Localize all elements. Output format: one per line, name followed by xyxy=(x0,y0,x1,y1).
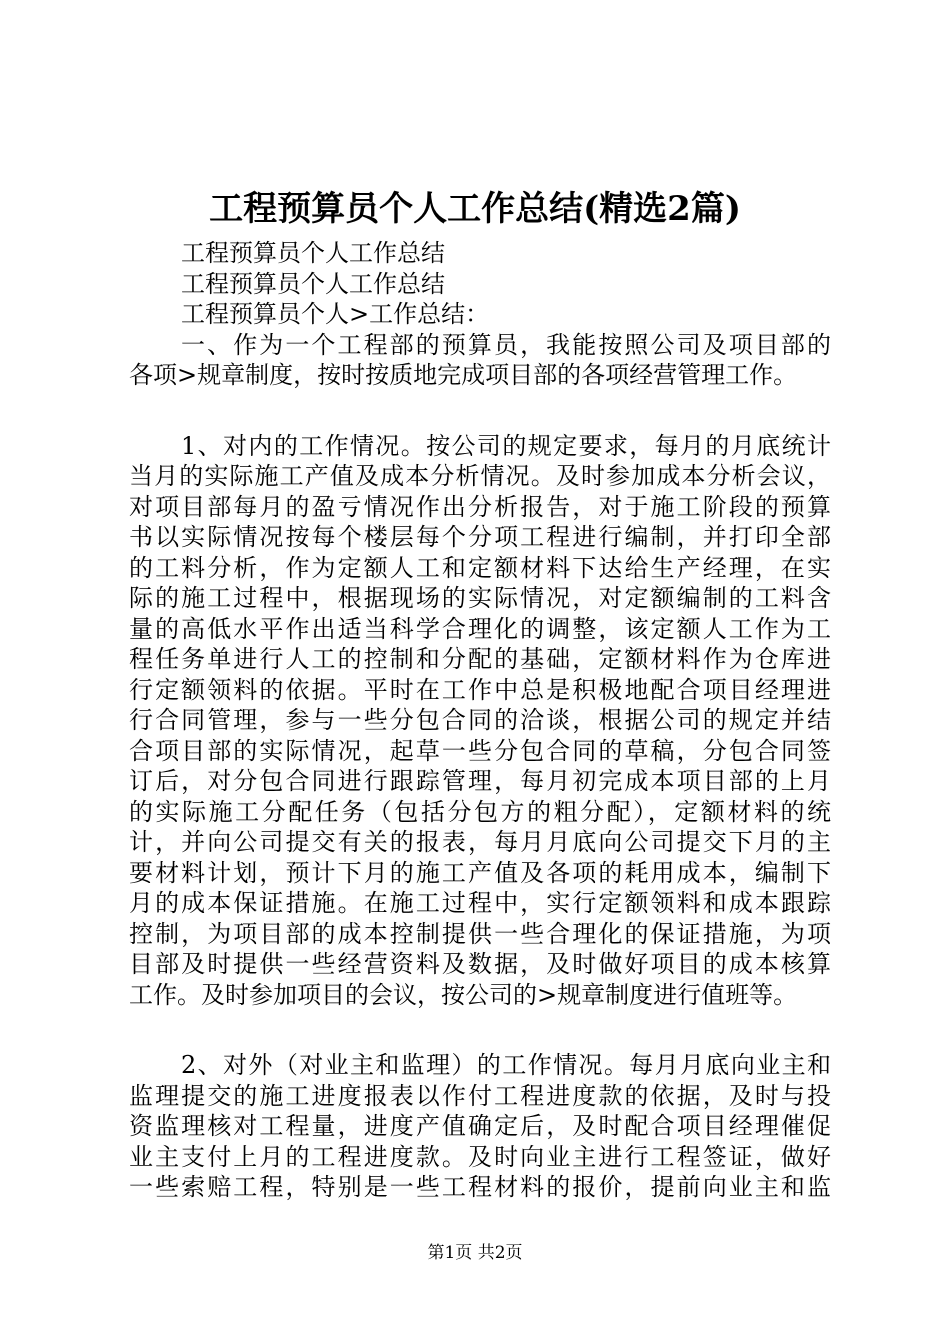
paragraph-line: 月的成本保证措施。在施工过程中，实行定额领料和成本跟踪 xyxy=(129,889,831,917)
paragraph-line: 对项目部每月的盈亏情况作出分析报告，对于施工阶段的预算 xyxy=(129,492,831,521)
heading-line: 工程预算员个人工作总结 xyxy=(181,239,445,267)
paragraph-line: 程任务单进行人工的控制和分配的基础，定额材料作为仓库进 xyxy=(129,645,831,673)
paragraph-line: 行合同管理，参与一些分包合同的洽谈，根据公司的规定并结 xyxy=(129,706,831,734)
paragraph-line: 一些索赔工程，特别是一些工程材料的报价，提前向业主和监 xyxy=(129,1173,831,1201)
page-title: 工程预算员个人工作总结(精选2篇) xyxy=(209,189,741,229)
paragraph-line: 量的高低水平作出适当科学合理化的调整，该定额人工作为工 xyxy=(129,614,831,643)
paragraph-line: 计，并向公司提交有关的报表，每月月底向公司提交下月的主 xyxy=(129,828,831,856)
paragraph-line: 书以实际情况按每个楼层每个分项工程进行编制，并打印全部 xyxy=(129,523,831,551)
paragraph-line: 工作。及时参加项目的会议，按公司的>规章制度进行值班等。 xyxy=(129,980,798,1009)
paragraph-line: 目部及时提供一些经营资料及数据，及时做好项目的成本核算 xyxy=(129,950,831,978)
section-one-line: 各项>规章制度，按时按质地完成项目部的各项经营管理工作。 xyxy=(129,361,798,389)
document-body xyxy=(129,238,831,1203)
paragraph-line: 际的施工过程中，根据现场的实际情况，对定额编制的工料含 xyxy=(129,584,831,612)
paragraph-line: 要材料计划，预计下月的施工产值及各项的耗用成本，编制下 xyxy=(129,858,831,887)
paragraph-line: 订后，对分包合同进行跟踪管理，每月初完成本项目部的上月 xyxy=(129,767,831,795)
heading-line: 工程预算员个人>工作总结： xyxy=(181,300,490,328)
paragraph-line: 2、对外（对业主和监理）的工作情况。每月月底向业主和 xyxy=(181,1051,831,1079)
paragraph-line: 1、对内的工作情况。按公司的规定要求，每月的月底统计 xyxy=(181,431,831,460)
page-number-footer: 第1页 共2页 xyxy=(427,1243,523,1263)
paragraph-line: 的实际施工分配任务（包括分包方的粗分配），定额材料的统 xyxy=(129,797,831,826)
paragraph-line: 当月的实际施工产值及成本分析情况。及时参加成本分析会议， xyxy=(129,462,831,490)
heading-line: 工程预算员个人工作总结 xyxy=(181,269,445,298)
paragraph-gap xyxy=(129,1010,831,1050)
paragraph-line: 控制，为项目部的成本控制提供一些合理化的保证措施，为项 xyxy=(129,919,831,948)
section-one-line: 一、作为一个工程部的预算员，我能按照公司及项目部的 xyxy=(181,330,831,359)
paragraph-line: 业主支付上月的工程进度款。及时向业主进行工程签证，做好 xyxy=(129,1142,831,1171)
paragraph-external-work xyxy=(129,1050,831,1203)
paragraph-line: 资监理核对工程量，进度产值确定后，及时配合项目经理催促 xyxy=(129,1112,831,1140)
paragraph-line: 合项目部的实际情况，起草一些分包合同的草稿，分包合同签 xyxy=(129,736,831,765)
paragraph-line: 行定额领料的依据。平时在工作中总是积极地配合项目经理进 xyxy=(129,675,831,704)
paragraph-internal-work xyxy=(129,431,831,1011)
paragraph-line: 监理提交的施工进度报表以作付工程进度款的依据，及时与投 xyxy=(129,1081,831,1110)
paragraph-gap xyxy=(129,391,831,431)
paragraph-line: 的工料分析，作为定额人工和定额材料下达给生产经理，在实 xyxy=(129,553,831,582)
